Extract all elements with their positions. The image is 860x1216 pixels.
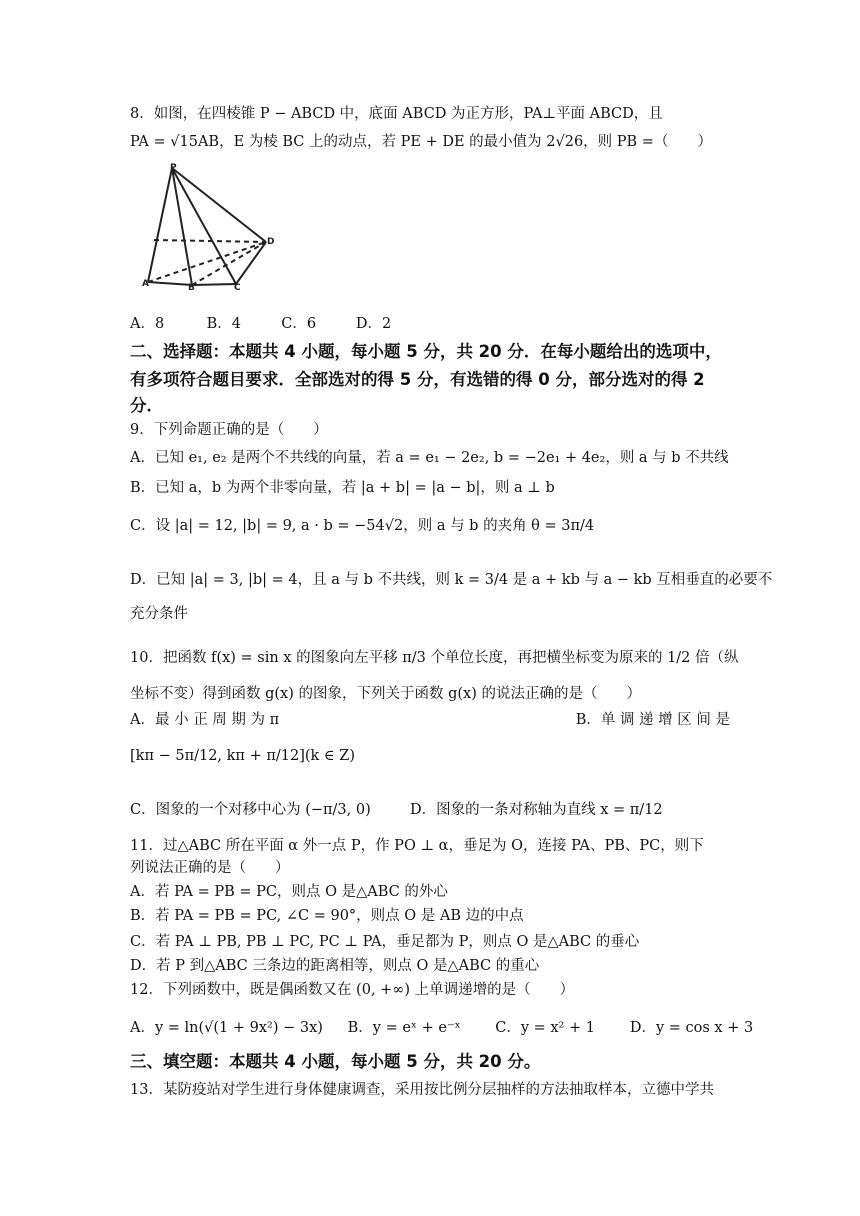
q8-option-c[interactable]: C．6: [281, 316, 317, 332]
q12-option-c[interactable]: C．y = x² + 1: [495, 1020, 595, 1036]
q8-option-b[interactable]: B．4: [206, 316, 241, 332]
label-P: P: [170, 163, 177, 173]
q12-option-d[interactable]: D．y = cos x + 3: [629, 1020, 754, 1036]
q11-option-d[interactable]: D．若 P 到△ABC 三条边的距离相等，则点 O 是△ABC 的重心: [130, 958, 540, 974]
q8-option-d[interactable]: D．2: [355, 316, 392, 332]
q12-options: [130, 1018, 753, 1038]
pyramid-figure: [140, 160, 280, 290]
q11-option-c[interactable]: C．若 PA ⊥ PB, PB ⊥ PC, PC ⊥ PA，垂足都为 P，则点 O 是△ABC 的垂心: [130, 934, 640, 950]
section2-line2: 有多项符合题目要求．全部选对的得 5 分，有选错的得 0 分，部分选对的得 2: [130, 370, 705, 389]
q10-line1: 10．把函数 f(x) = sin x 的图象向左平移 π/3 个单位长度，再把横坐标变为原来的 1/2 倍（纵: [130, 650, 739, 666]
q10-option-d[interactable]: D．图象的一条对称轴为直线 x = π/12: [410, 802, 663, 818]
q10-line2: 坐标不变）得到函数 g(x) 的图象，下列关于函数 g(x) 的说法正确的是（ ）: [130, 686, 641, 702]
q13-line1: 13．某防疫站对学生进行身体健康调查，采用按比例分层抽样的方法抽取样本，立德中学共: [130, 1082, 714, 1098]
q10-option-b-line2: [kπ − 5π/12, kπ + π/12](k ∈ Z): [130, 748, 355, 764]
q11-line1: 11．过△ABC 所在平面 α 外一点 P，作 PO ⊥ α，垂足为 O，连接 PA、PB、PC，则下: [130, 838, 704, 854]
label-C: C: [234, 283, 241, 290]
q12-option-a[interactable]: A．y = ln(√(1 + 9x²) − 3x): [130, 1020, 323, 1036]
q8-option-a[interactable]: A．8: [130, 316, 165, 332]
section2-line3: 分．: [130, 396, 163, 415]
q11-line2: 列说法正确的是（ ）: [130, 860, 290, 876]
label-D: D: [267, 237, 275, 247]
q10-option-b-line1[interactable]: B．单 调 递 增 区 间 是: [575, 712, 730, 728]
label-B: B: [188, 283, 195, 290]
q9-option-d-line1[interactable]: D．已知 |a| = 3, |b| = 4，且 a 与 b 不共线，则 k = 3/4 是 a + kb 与 a − kb 互相垂直的必要不: [130, 572, 773, 588]
q8-line1: 8．如图，在四棱锥 P − ABCD 中，底面 ABCD 为正方形，PA⊥平面 ABCD，且: [130, 106, 663, 122]
q12-stem: 12．下列函数中，既是偶函数又在 (0, +∞) 上单调递增的是（ ）: [130, 982, 575, 998]
q9-option-a[interactable]: A．已知 e₁, e₂ 是两个不共线的向量，若 a = e₁ − 2e₂, b = −2e₁ + 4e₂，则 a 与 b 不共线: [130, 450, 729, 466]
section2-line1: 二、选择题：本题共 4 小题，每小题 5 分，共 20 分．在每小题给出的选项中，: [130, 342, 722, 361]
q8-line2: PA = √15AB，E 为棱 BC 上的动点，若 PE + DE 的最小值为 2√26，则 PB =（ ）: [130, 134, 712, 150]
q10-option-c[interactable]: C．图象的一个对移中心为 (−π/3, 0): [130, 802, 371, 818]
q10-option-a[interactable]: A．最 小 正 周 期 为 π: [130, 712, 280, 728]
q12-option-b[interactable]: B．y = eˣ + e⁻ˣ: [347, 1020, 461, 1036]
q11-option-b[interactable]: B．若 PA = PB = PC, ∠C = 90°，则点 O 是 AB 边的中点: [130, 908, 524, 924]
section3-line1: 三、填空题：本题共 4 小题，每小题 5 分，共 20 分。: [130, 1052, 541, 1071]
q9-option-b[interactable]: B．已知 a，b 为两个非零向量，若 |a + b| = |a − b|，则 a ⊥ b: [130, 480, 555, 496]
q9-stem: 9．下列命题正确的是（ ）: [130, 422, 328, 438]
label-A: A: [142, 279, 149, 289]
q8-options: [130, 314, 391, 334]
q11-option-a[interactable]: A．若 PA = PB = PC，则点 O 是△ABC 的外心: [130, 884, 448, 900]
q9-option-c[interactable]: C．设 |a| = 12, |b| = 9, a · b = −54√2，则 a 与 b 的夹角 θ = 3π/4: [130, 518, 595, 534]
q9-option-d-line2: 充分条件: [130, 606, 188, 622]
